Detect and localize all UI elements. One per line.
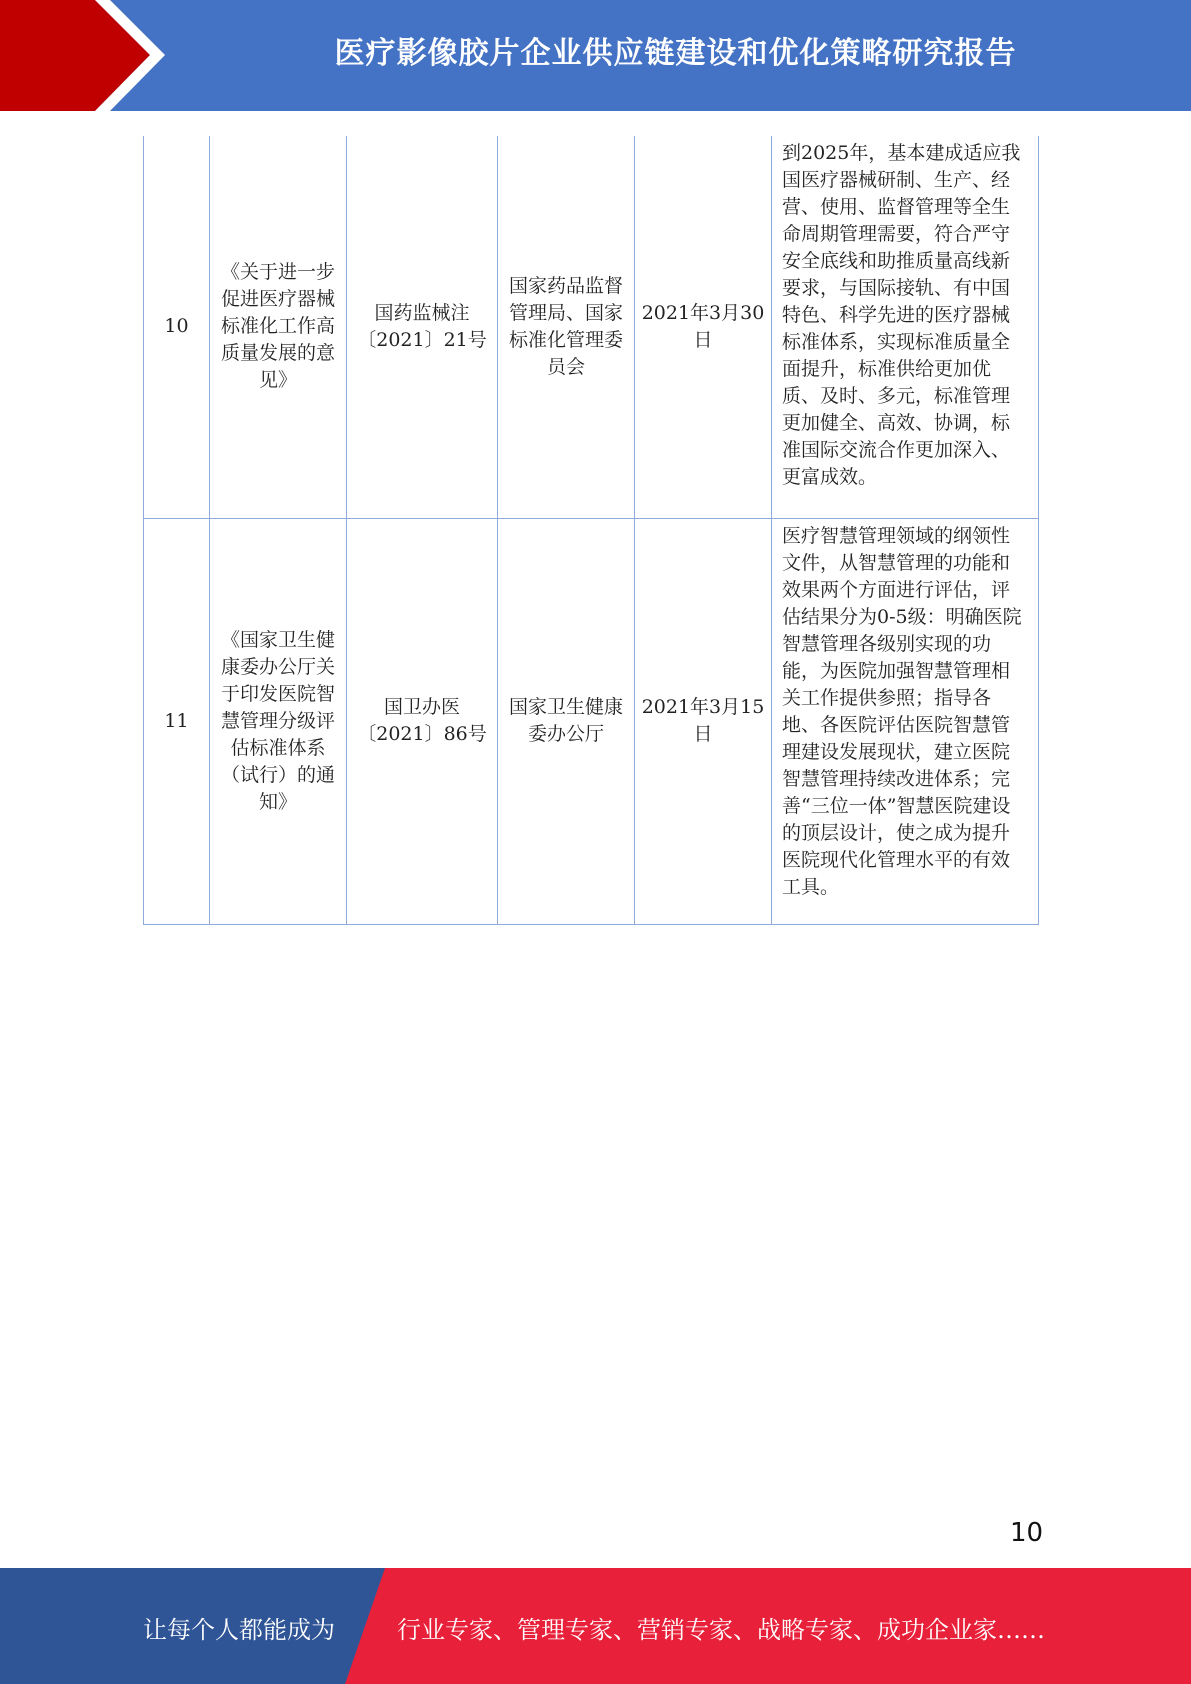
document-summary: 医疗智慧管理领域的纲领性文件，从智慧管理的功能和效果两个方面进行评估，评估结果分为0-5级：明确医院智慧管理各级别实现的功能，为医院加强智慧管理相关工作提供参照；指导各地、各医院评估医院智慧管理建设发展现状，建立医院智慧管理持续改进体系；完善“三位一体”智慧医院建设的顶层设计，使之成为提升医院现代化管理水平的有效工具。 [772, 518, 1039, 924]
issuing-body: 国家药品监督管理局、国家标准化管理委员会 [498, 136, 635, 518]
row-index: 11 [144, 518, 210, 924]
table-row [144, 518, 1039, 924]
document-number: 国药监械注〔2021〕21号 [347, 136, 498, 518]
issue-date: 2021年3月30日 [635, 136, 772, 518]
document-title: 《国家卫生健康委办公厅关于印发医院智慧管理分级评估标准体系（试行）的通知》 [210, 518, 347, 924]
table-row [144, 136, 1039, 518]
page-footer [0, 1568, 1191, 1684]
issuing-body: 国家卫生健康委办公厅 [498, 518, 635, 924]
page-header [0, 0, 1191, 111]
document-summary: 到2025年，基本建成适应我国医疗器械研制、生产、经营、使用、监督管理等全生命周期管理需要，符合严守安全底线和助推质量高线新要求，与国际接轨、有中国特色、科学先进的医疗器械标准体系，实现标准质量全面提升，标准供给更加优质、及时、多元，标准管理更加健全、高效、协调，标准国际交流合作更加深入、更富成效。 [772, 136, 1039, 518]
issue-date: 2021年3月15日 [635, 518, 772, 924]
document-title: 《关于进一步促进医疗器械标准化工作高质量发展的意见》 [210, 136, 347, 518]
policy-table [143, 136, 1039, 925]
page-number: 10 [1010, 1518, 1044, 1548]
document-number: 国卫办医〔2021〕86号 [347, 518, 498, 924]
footer-slogan-roles: 行业专家、管理专家、营销专家、战略专家、成功企业家…… [397, 1616, 1045, 1644]
report-title: 医疗影像胶片企业供应链建设和优化策略研究报告 [334, 36, 1017, 71]
footer-slogan-lead: 让每个人都能成为 [143, 1616, 335, 1644]
row-index: 10 [144, 136, 210, 518]
